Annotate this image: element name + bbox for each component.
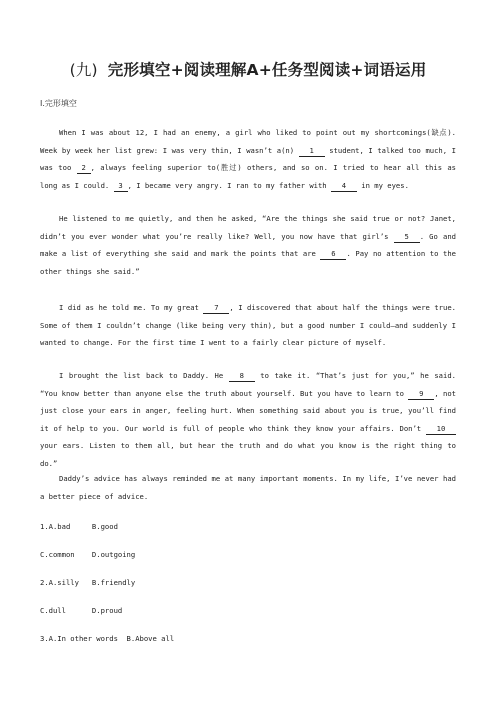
option-line-1: 1.A.bad B.good <box>40 522 118 531</box>
text-span: Daddy’s advice has always reminded me at many important moments. In my life, I’ve never had a better piece of advice. <box>40 474 456 501</box>
blank-1: 1 <box>299 146 325 157</box>
blank-5: 5 <box>394 232 420 243</box>
text-span: I brought the list back to Daddy. He <box>59 371 229 380</box>
text-span: , I discovered that about half the things were true. Some of them I couldn’t change (like being very thin), but a good number I could—and suddenly I wanted to change. For the first time I went to a fairly clear picture of myself. <box>40 303 456 347</box>
text-span: . Go and make a list of everything she said and mark the points that are <box>40 231 456 258</box>
blank-7: 7 <box>203 303 229 314</box>
text-span: When I was about 12, I had an enemy, a girl who liked to point out my shortcomings(缺点). Week by week her list grew: I was very thin, I wasn’t a(n) <box>40 128 456 155</box>
text-span: in my eyes. <box>356 180 409 190</box>
paragraph-4 <box>40 367 456 472</box>
blank-4: 4 <box>331 181 357 192</box>
text-span: , always feeling superior to(胜过) others, and so on. I tried to hear all this as long as I could. <box>40 163 456 190</box>
text-span: , I became very angry. I ran to my father with <box>127 180 331 190</box>
blank-8: 8 <box>229 371 255 382</box>
paragraph-3 <box>40 299 456 352</box>
option-line-3: 2.A.silly B.friendly <box>40 578 136 587</box>
option-line-4: C.dull D.proud <box>40 606 123 615</box>
blank-3: 3 <box>114 181 128 192</box>
option-line-5: 3.A.In other words B.Above all <box>40 634 175 643</box>
title-number: (九) <box>69 61 98 79</box>
blank-10: 10 <box>426 424 456 435</box>
blank-2: 2 <box>77 163 91 174</box>
text-span: to take it. “That’s just for you,” he said. “You know better than anyone else the truth about yourself. But you have to learn to <box>40 371 456 398</box>
paragraph-2 <box>40 210 456 280</box>
option-line-2: C.common D.outgoing <box>40 550 136 559</box>
blank-6: 6 <box>320 249 346 260</box>
title-text: 完形填空+阅读理解A+任务型阅读+词语运用 <box>107 61 427 79</box>
text-span: your ears. Listen to them all, but hear the truth and do what you know is the right thing to do.” <box>40 441 456 468</box>
text-span: student, I talked too much, I was too <box>40 145 456 172</box>
section-label: Ⅰ.完形填空 <box>40 99 77 108</box>
paragraph-1 <box>40 124 456 194</box>
text-span: . Pay no attention to the other things she said.” <box>40 249 456 276</box>
paragraph-5 <box>40 470 456 505</box>
page-title <box>0 58 496 80</box>
text-span: , not just close your ears in anger, feeling hurt. When something said about you is true, you’ll find it of help to you. Our world is full of people who think they know your affairs. Don’t <box>40 388 456 433</box>
text-span: He listened to me quietly, and then he asked, “Are the things she said true or not? Janet, didn’t you ever wonder what you’re really like? Well, you now have that girl’s <box>40 214 456 241</box>
blank-9: 9 <box>408 389 434 400</box>
text-span: I did as he told me. To my great <box>59 303 204 312</box>
